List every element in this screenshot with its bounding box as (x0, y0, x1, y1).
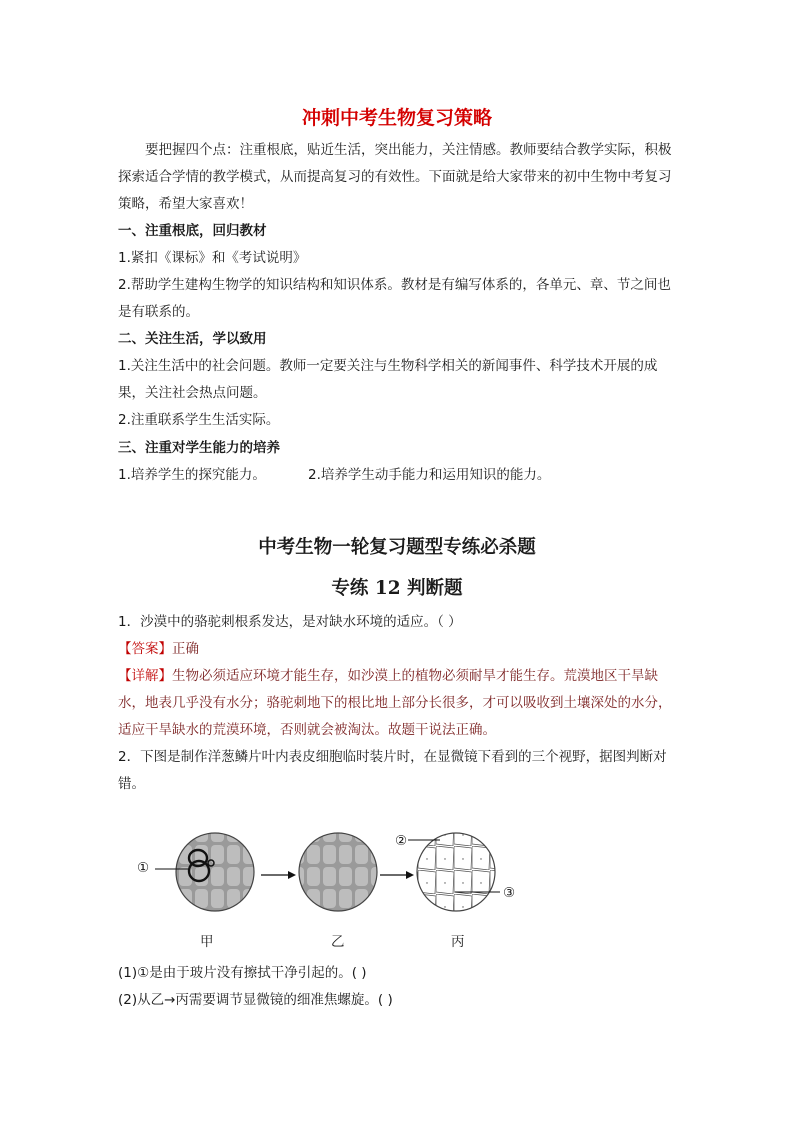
section-3-item-1: 1.培养学生的探究能力。 (118, 467, 266, 483)
sub-question-2: (2)从乙→丙需要调节显微镜的细准焦螺旋。( ) (118, 992, 393, 1008)
strategy-title: 冲刺中考生物复习策略 (301, 107, 492, 129)
section-1-item-1: 1.紧扣《课标》和《考试说明》 (118, 250, 307, 266)
sub-question-1: (1)①是由于玻片没有擦拭干净引起的。( ) (118, 965, 367, 981)
arrow-1 (261, 871, 296, 879)
section-heading-1: 一、注重根底，回归教材 (118, 223, 267, 239)
section-3-item-2: 2.培养学生动手能力和运用知识的能力。 (308, 467, 551, 483)
exercise-title: 中考生物一轮复习题型专练必杀题 (258, 537, 536, 558)
view-yi (299, 833, 377, 911)
detail-text: 生物必须适应环境才能生存，如沙漠上的植物必须耐旱才能生存。荒漠地区干旱缺水，地表几乎没有水分；骆驼刺地下的根比地上部分长很多，才可以吸收到土壤深处的水分，适应干旱缺水的荒漠环境，否则就会被淘汰。故题干说法正确。 (118, 668, 672, 738)
answer-text: 正确 (172, 641, 199, 657)
marker-2: ② (395, 833, 408, 849)
exercise-subtitle: 专练 12 判断题 (331, 578, 463, 599)
detail-block (118, 663, 678, 744)
answer-line (118, 636, 199, 663)
section-heading-2: 二、关注生活，学以致用 (118, 331, 267, 347)
section-heading-3: 三、注重对学生能力的培养 (118, 440, 280, 456)
answer-label: 【答案】 (118, 641, 172, 657)
marker-3: ③ (503, 885, 516, 901)
question-2: 2．下图是制作洋葱鳞片叶内表皮细胞临时装片时，在显微镜下看到的三个视野，据图判断对错。 (118, 749, 667, 792)
section-2-item-2: 2.注重联系学生生活实际。 (118, 412, 280, 428)
arrow-2 (380, 871, 414, 879)
label-jia: 甲 (200, 934, 214, 950)
marker-1: ① (137, 860, 150, 876)
label-yi: 乙 (331, 934, 345, 950)
section-1-item-2: 2.帮助学生建构生物学的知识结构和知识体系。教材是有编写体系的，各单元、章、节之间也是有联系的。 (118, 277, 671, 320)
view-bing (408, 833, 500, 911)
microscope-figure (130, 822, 530, 932)
question-1: 1．沙漠中的骆驼刺根系发达，是对缺水环境的适应。（ ） (118, 614, 462, 630)
strategy-intro: 要把握四个点：注重根底，贴近生活，突出能力，关注情感。教师要结合教学实际，积极探索适合学情的教学模式，从而提高复习的有效性。下面就是给大家带来的初中生物中考复习策略，希望大家喜欢！ (118, 142, 672, 212)
section-2-item-1: 1.关注生活中的社会问题。教师一定要关注与生物科学相关的新闻事件、科学技术开展的成果，关注社会热点问题。 (118, 358, 658, 401)
view-jia (155, 833, 254, 911)
detail-label: 【详解】 (118, 668, 172, 684)
label-bing: 丙 (451, 934, 465, 950)
